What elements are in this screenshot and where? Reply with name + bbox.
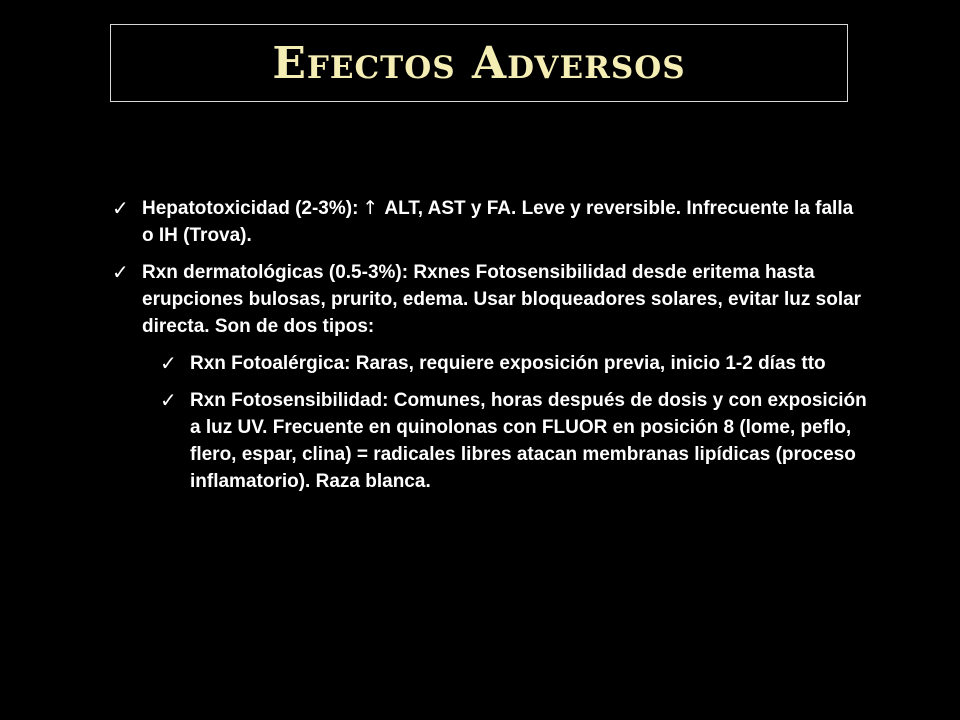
sub-bullet-fotoalergica-text: Rxn Fotoalérgica: Raras, requiere exposición previa, inicio 1-2 días tto: [190, 353, 826, 374]
sub-bullet-fotosensibilidad: [158, 387, 870, 495]
bullet-list: [110, 195, 870, 505]
checkmark-icon: ✓: [112, 260, 129, 284]
bullet-hepatotoxicidad-label: Hepatotoxicidad (2-3%):: [142, 198, 359, 219]
up-arrow-icon: ↑: [362, 197, 379, 219]
bullet-dermatologicas: [110, 259, 870, 340]
bullet-hepatotoxicidad: [110, 195, 870, 249]
sub-bullet-fotoalergica: [158, 350, 870, 377]
bullet-dermatologicas-text: Rxn dermatológicas (0.5-3%): Rxnes Fotosensibilidad desde eritema hasta erupciones bulosas, prurito, edema. Usar bloqueadores solares, evitar luz solar directa. Son de dos tipos:: [142, 262, 862, 337]
sub-bullet-fotosensibilidad-text: Rxn Fotosensibilidad: Comunes, horas después de dosis y con exposición a luz UV. Frecuente en quinolonas con FLUOR en posición 8 (lome, peflo, flero, espar, clina) = radicales libres atacan membranas lipídicas (proceso inflamatorio). Raza blanca.: [190, 390, 867, 492]
title-box: [110, 24, 848, 102]
checkmark-icon: ✓: [160, 351, 177, 375]
checkmark-icon: ✓: [160, 388, 177, 412]
bullet-hepatotoxicidad-text: ALT, AST y FA. Leve y reversible. Infrecuente la falla o IH (Trova).: [142, 198, 854, 246]
checkmark-icon: ✓: [112, 196, 129, 220]
slide-title: Efectos Adversos: [272, 37, 686, 89]
